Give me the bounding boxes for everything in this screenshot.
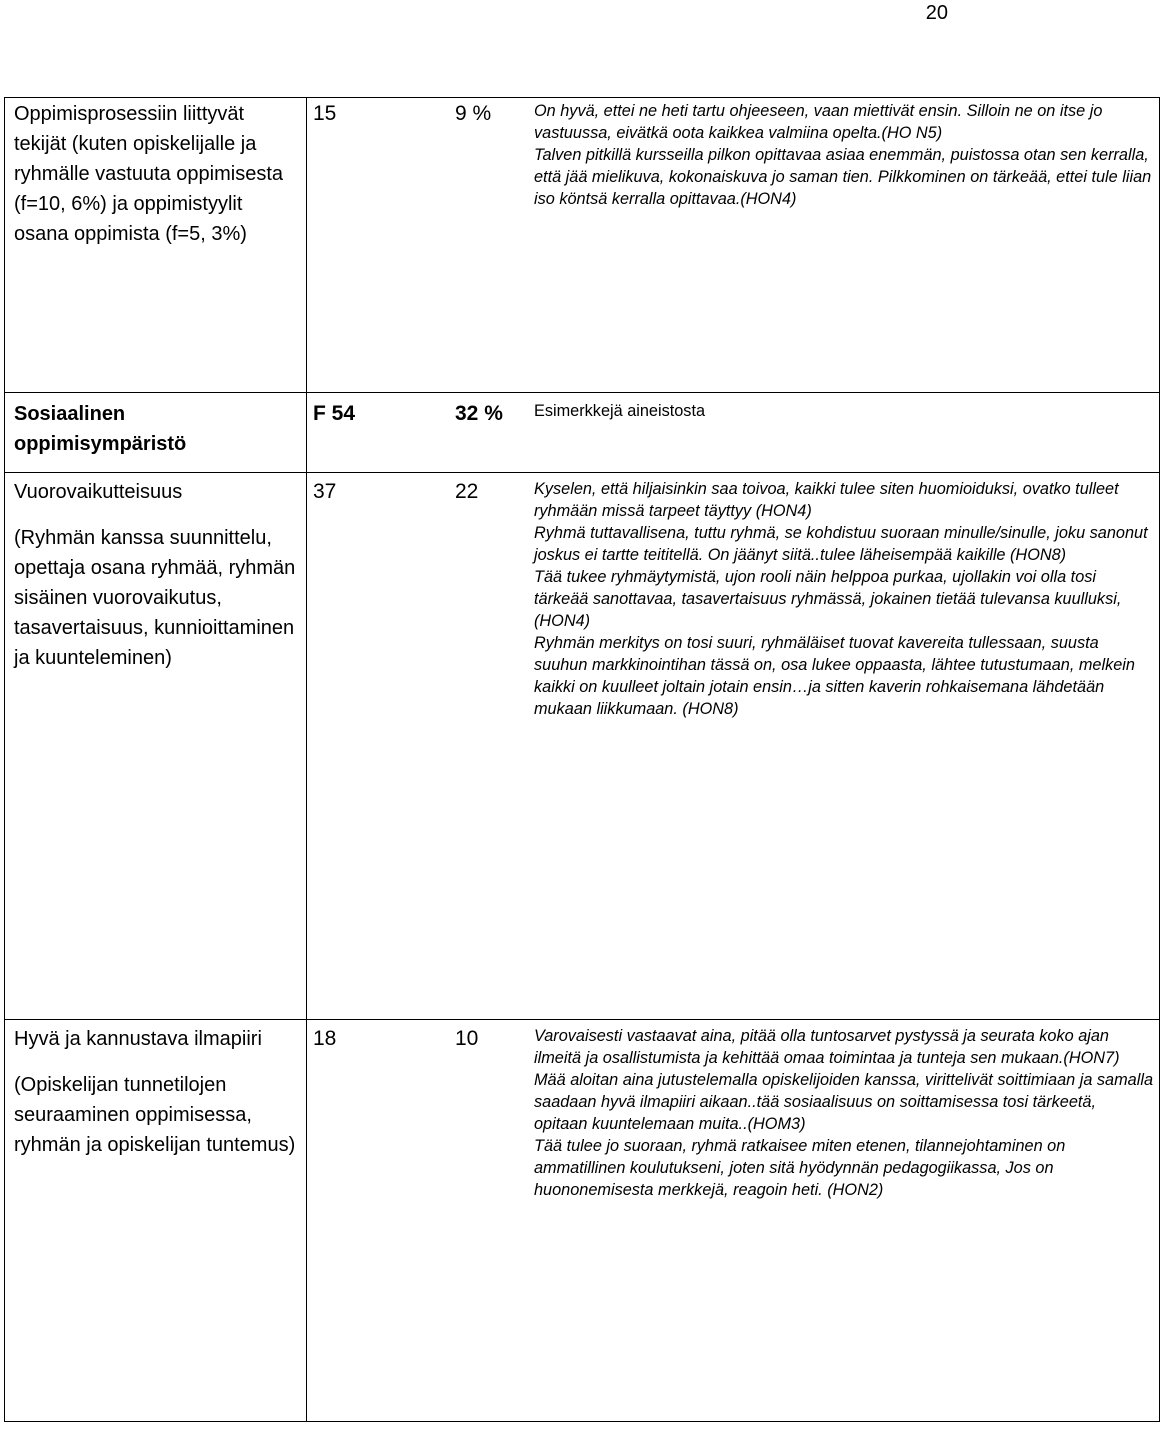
table-row [5, 98, 1160, 393]
count-value: 15 [313, 102, 337, 125]
quote: Tää tukee ryhmäytymistä, ujon rooli näin helppoa purkaa, ujollakin voi olla tosi tärkeää sanottavaa, tasavertaisuus ryhmässä, jokainen tietää tulevansa kuulluksi, (HON4) [534, 568, 1122, 630]
quote: Talven pitkillä kursseilla pilkon opittavaa asiaa enemmän, puistossa otan sen kerralla, että jää mielikuva, kokonaiskuva jo saman tien. Pilkkominen on tärkeää, ettei tule liian iso köntsä kerralla opittavaa.(HON4) [534, 146, 1152, 208]
data-cell [307, 98, 1160, 393]
category-detail: (Opiskelijan tunnetilojen seuraaminen oppimisessa, ryhmän ja opiskelijan tuntemus) [14, 1074, 296, 1156]
count-value: F 54 [313, 402, 356, 425]
percent-value: 32 % [455, 402, 503, 425]
percent-value: 9 % [455, 102, 492, 125]
page-number: 20 [925, 2, 948, 24]
category-label: Vuorovaikutteisuus [14, 481, 183, 503]
percent-value: 22 [455, 480, 479, 503]
quote-list [534, 393, 1159, 422]
data-cell [307, 393, 1160, 473]
quote: Mää aloitan aina jutustelemalla opiskelijoiden kanssa, virittelivät soittimiaan ja samalla saadaan hyvä ilmapiiri aikaan..tää sosiaalisuus on soittamisessa tosi tärkeetä, opitaan kuuntelemaan muita..(HOM3) [534, 1071, 1153, 1133]
quote-list [534, 473, 1159, 720]
quote: Tää tulee jo suoraan, ryhmä ratkaisee miten etenen, tilannejohtaminen on ammatillinen koulutukseni, joten sitä hyödynnän pedagogiikassa, Jos on huononemisesta merkkejä, reagoin heti. (HON2) [534, 1137, 1066, 1199]
category-detail: (Ryhmän kanssa suunnittelu, opettaja osana ryhmää, ryhmän sisäinen vuorovaikutus, tasavertaisuus, kunnioittaminen ja kuunteleminen) [14, 527, 296, 669]
count-value: 18 [313, 1027, 337, 1050]
data-cell [307, 1020, 1160, 1422]
category-label: Sosiaalinen oppimisympäristö [14, 403, 187, 455]
category-cell [5, 393, 307, 473]
category-label: Oppimisprosessiin liittyvät tekijät (kuten opiskelijalle ja ryhmälle vastuuta oppimisesta (f=10, 6%) ja oppimistyylit osana oppimista (f=5, 3%) [14, 103, 284, 245]
quote: Kyselen, että hiljaisinkin saa toivoa, kaikki tulee siten huomioiduksi, ovatko tulleet ryhmään missä tarpeet täyttyy (HON4) [534, 480, 1119, 520]
quote: Esimerkkejä aineistosta [534, 402, 706, 420]
count-value: 37 [313, 480, 337, 503]
table-row [5, 473, 1160, 1020]
category-cell [5, 1020, 307, 1422]
table-row [5, 393, 1160, 473]
percent-value: 10 [455, 1027, 479, 1050]
quote-list [534, 98, 1159, 210]
data-cell [307, 473, 1160, 1020]
quote-list [534, 1020, 1159, 1201]
quote: Ryhmä tuttavallisena, tuttu ryhmä, se kohdistuu suoraan minulle/sinulle, joku sanonut joskus ei tartte teititellä. On jäänyt siitä..tulee läheisempää kaikille (HON8) [534, 524, 1148, 564]
category-label: Hyvä ja kannustava ilmapiiri [14, 1028, 262, 1050]
quote: On hyvä, ettei ne heti tartu ohjeeseen, vaan miettivät ensin. Silloin ne on itse jo vastuussa, eivätkä oota kaikkea valmiina opelta.(HO N5) [534, 102, 1103, 142]
results-table [4, 97, 1160, 1422]
quote: Varovaisesti vastaavat aina, pitää olla tuntosarvet pystyssä ja seurata koko ajan ilmeitä ja osallistumista ja kehittää omaa toimintaa ja tunteja sen mukaan.(HON7) [534, 1027, 1120, 1067]
category-cell [5, 473, 307, 1020]
table-row [5, 1020, 1160, 1422]
category-cell [5, 98, 307, 393]
quote: Ryhmän merkitys on tosi suuri, ryhmäläiset tuovat kavereita tullessaan, suusta suuhun markkinointihan tässä on, osa lukee oppaasta, lähtee tutustumaan, melkein kaikki on kuulleet joltain jotain ensin…ja sitten kaverin rohkaisemana lähdetään mukaan liikkumaan. (HON8) [534, 634, 1135, 718]
